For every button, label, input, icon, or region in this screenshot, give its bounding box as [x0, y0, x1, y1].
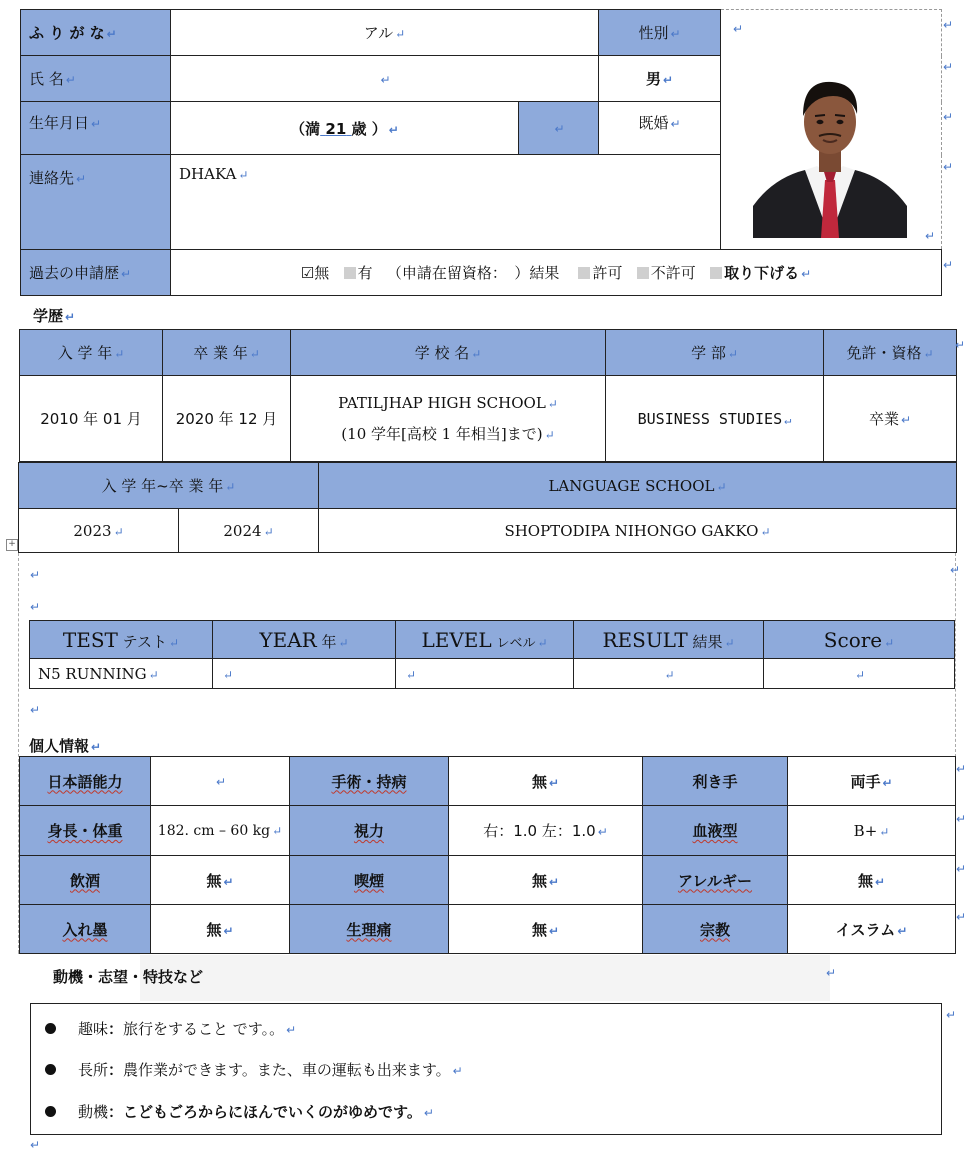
permit-label: 許可 — [592, 264, 623, 282]
education-header-entry: 入 学 年 ↵ — [20, 330, 163, 376]
education-heading: 学歴 ↵ — [33, 307, 76, 325]
test-header-result: RESULT 結果 ↵ — [574, 621, 764, 659]
language-header-school: LANGUAGE SCHOOL ↵ — [319, 463, 957, 509]
smoking-label: 喫煙 — [290, 856, 449, 905]
applicant-photo — [753, 66, 907, 238]
furigana-value[interactable]: アル ↵ — [171, 10, 599, 56]
test-score-cell[interactable]: ↵ — [764, 659, 955, 689]
eyesight-label: 視力 — [290, 806, 449, 856]
personal-info-table — [19, 756, 956, 954]
test-table — [29, 620, 955, 689]
table-move-handle-icon[interactable]: + — [6, 539, 18, 551]
religion-label: 宗教 — [643, 905, 788, 954]
drinking-label: 飲酒 — [20, 856, 151, 905]
tattoo-label: 入れ墨 — [20, 905, 151, 954]
education-entry-date: 2010 年 01 月 — [20, 376, 163, 462]
blood-type-value[interactable]: B+ ↵ — [788, 806, 956, 856]
education-header-faculty: 学 部 ↵ — [606, 330, 824, 376]
allergy-label: アレルギー — [643, 856, 788, 905]
language-end-year: 2024 ↵ — [179, 509, 319, 553]
birth-label: 生年月日 ↵ — [21, 102, 171, 155]
handedness-value[interactable]: 両手 ↵ — [788, 757, 956, 806]
marital-value[interactable]: 既婚 ↵ — [599, 102, 721, 155]
past-status-label: （申請在留資格： ）結果 — [386, 264, 560, 282]
motivation-heading: 動機・志望・特技など — [53, 968, 204, 986]
deny-label: 不許可 — [650, 264, 696, 282]
furigana-label: ふ り が な ↵ — [21, 10, 171, 56]
education-grad-date: 2020 年 12 月 — [163, 376, 291, 462]
jp-ability-value[interactable]: ↵ — [151, 757, 290, 806]
surgery-label: 手術・持病 — [290, 757, 449, 806]
name-label: 氏 名 ↵ — [21, 56, 171, 102]
gender-value[interactable]: 男 ↵ — [599, 56, 721, 102]
withdraw-checkbox[interactable] — [710, 267, 722, 279]
language-start-year: 2023 ↵ — [19, 509, 179, 553]
education-header-license: 免許・資格 ↵ — [824, 330, 957, 376]
test-level-cell[interactable]: ↵ — [396, 659, 574, 689]
education-license: 卒業 ↵ — [824, 376, 957, 462]
education-faculty: BUSINESS STUDIES ↵ — [606, 376, 824, 462]
language-school-table — [18, 462, 957, 553]
smoking-value[interactable]: 無 ↵ — [449, 856, 643, 905]
contact-label: 連絡先 ↵ — [21, 155, 171, 250]
gender-label: 性別 ↵ — [599, 10, 721, 56]
photo-cell: ↵ ↵ — [721, 10, 942, 250]
test-result-cell[interactable]: ↵ — [574, 659, 764, 689]
drinking-value[interactable]: 無 ↵ — [151, 856, 290, 905]
test-name-cell[interactable]: N5 RUNNING ↵ — [30, 659, 213, 689]
list-item: 趣味：旅行をすること です。。 ↵ — [45, 1018, 296, 1039]
tattoo-value[interactable]: 無 ↵ — [151, 905, 290, 954]
withdraw-label: 取り下げる — [724, 264, 800, 282]
past-application-options: ☑無 有 （申請在留資格： ）結果 許可 不許可 取り下げる ↵ — [171, 250, 942, 296]
past-yes-checkbox[interactable] — [344, 267, 356, 279]
jp-ability-label: 日本語能力 — [20, 757, 151, 806]
blood-type-label: 血液型 — [643, 806, 788, 856]
handedness-label: 利き手 — [643, 757, 788, 806]
religion-value[interactable]: イスラム ↵ — [788, 905, 956, 954]
permit-checkbox[interactable] — [578, 267, 590, 279]
contact-value[interactable]: DHAKA ↵ — [171, 155, 721, 250]
language-header-period: 入 学 年~卒 業 年 ↵ — [19, 463, 319, 509]
education-header-grad: 卒 業 年 ↵ — [163, 330, 291, 376]
education-school-name: PATILJHAP HIGH SCHOOL ↵ (10 学年[高校 1 年相当]まで) ↵ — [291, 376, 606, 462]
name-value[interactable]: ↵ — [171, 56, 599, 102]
list-item: 動機：こどもごろからにほんでいくのがゆめです。 ↵ — [45, 1101, 434, 1122]
birth-value[interactable]: （満 21 歳 ） ↵ — [171, 102, 519, 155]
eyesight-value[interactable]: 右：1.0 左：1.0 ↵ — [449, 806, 643, 856]
bullet-icon — [45, 1023, 56, 1034]
test-header-year: YEAR 年 ↵ — [213, 621, 396, 659]
height-weight-label: 身長・体重 — [20, 806, 151, 856]
test-header-test: TEST テスト ↵ — [30, 621, 213, 659]
motivation-box — [30, 1003, 942, 1135]
birth-blank: ↵ — [519, 102, 599, 155]
bullet-icon — [45, 1106, 56, 1117]
personal-info-heading: 個人情報 ↵ — [29, 737, 102, 755]
test-year-cell[interactable]: ↵ — [213, 659, 396, 689]
language-school-name: SHOPTODIPA NIHONGO GAKKO ↵ — [319, 509, 957, 553]
past-application-label: 過去の申請歴 ↵ — [21, 250, 171, 296]
list-item: 長所：農作業ができます。また、車の運転も出来ます。 ↵ — [45, 1059, 463, 1080]
education-header-school: 学 校 名 ↵ — [291, 330, 606, 376]
allergy-value[interactable]: 無 ↵ — [788, 856, 956, 905]
height-weight-value[interactable]: 182. cm – 60 kg ↵ — [151, 806, 290, 856]
past-yes-label: 有 — [357, 264, 373, 282]
bullet-icon — [45, 1064, 56, 1075]
menstrual-value[interactable]: 無 ↵ — [449, 905, 643, 954]
test-header-level: LEVEL レベル ↵ — [396, 621, 574, 659]
surgery-value[interactable]: 無 ↵ — [449, 757, 643, 806]
deny-checkbox[interactable] — [637, 267, 649, 279]
test-header-score: Score ↵ — [764, 621, 955, 659]
past-none-checkbox[interactable]: ☑無 — [300, 264, 330, 282]
menstrual-label: 生理痛 — [290, 905, 449, 954]
education-table — [19, 329, 957, 462]
